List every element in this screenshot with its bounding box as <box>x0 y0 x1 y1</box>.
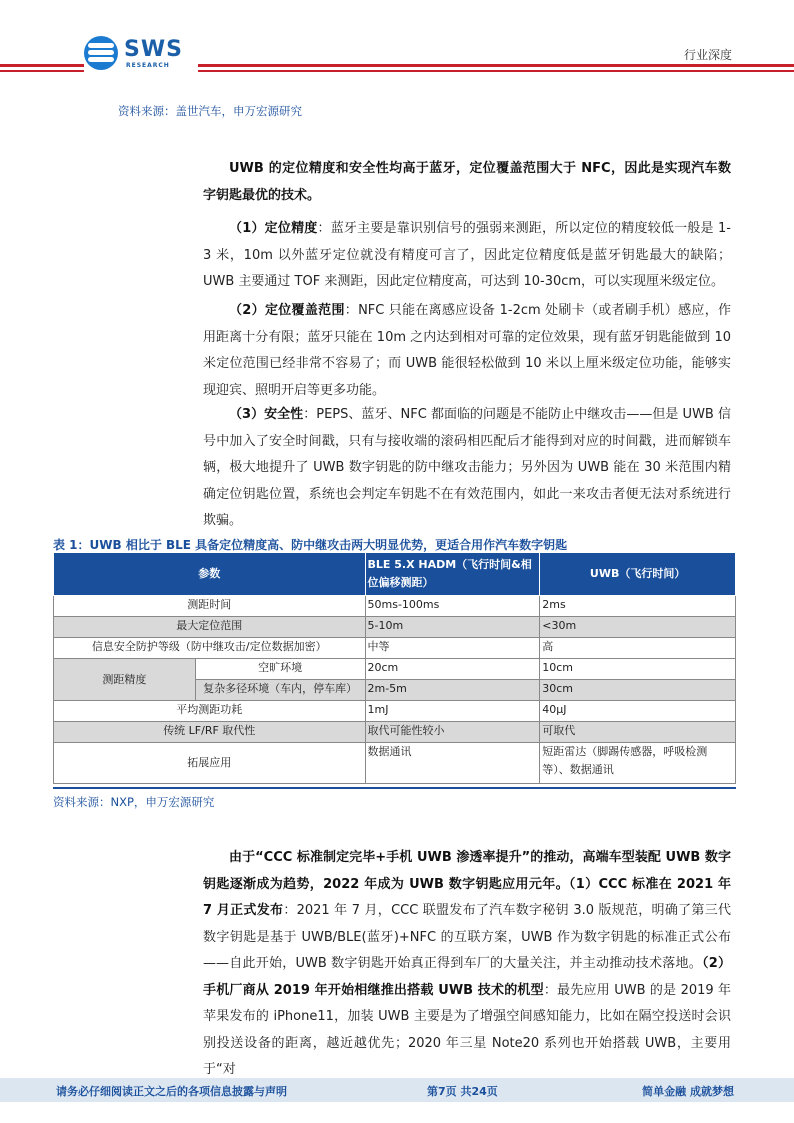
logo-globe-icon <box>84 36 118 70</box>
paragraph-coverage <box>203 298 731 404</box>
table-cell: 最大定位范围 <box>54 617 366 638</box>
table-bottom-rule <box>53 787 736 789</box>
source-note-table: 资料来源：NXP，申万宏源研究 <box>53 795 215 809</box>
table-cell: <30m <box>540 617 736 638</box>
table-cell: 5-10m <box>365 617 540 638</box>
accuracy-text: ：蓝牙主要是靠识别信号的强弱来测距，所以定位的精度较低一般是 1-3 米，10m 以外蓝牙定位就没有精度可言了，因此定位精度低是蓝牙钥匙最大的缺陷；UWB 主要通过 TOF 来测距，因此定位精度高，可达到 10-30cm，可以实现厘米级定位。 <box>203 221 731 289</box>
table-row <box>54 617 736 638</box>
table-cell: 复杂多径环境（车内，停车库） <box>195 680 365 701</box>
table-header-row <box>54 553 736 596</box>
table-cell: 短距雷达（脚踢传感器，呼吸检测等）、数据通讯 <box>540 743 736 784</box>
table-cell: 2ms <box>540 596 736 617</box>
table-cell: 40µJ <box>540 701 736 722</box>
page-header <box>0 0 794 80</box>
table-cell: 30cm <box>540 680 736 701</box>
table-row <box>54 638 736 659</box>
table-cell: 取代可能性较小 <box>365 722 540 743</box>
logo-text: SWS <box>124 37 183 62</box>
paragraph-security <box>203 402 731 535</box>
table-cell: 平均测距功耗 <box>54 701 366 722</box>
trend-text-2: ：最先应用 UWB 的是 2019 年苹果发布的 iPhone11，加装 UWB 主要是为了增强空间感知能力，比如在隔空投送时会识别投送设备的距离，越近越优先；2020 年三星 Note20 系列也开始搭载 UWB，主要用于“对 <box>203 982 731 1077</box>
page-number: 第7页 共24页 <box>427 1085 498 1098</box>
coverage-lead: （2）定位覆盖范围 <box>229 303 345 318</box>
header-tag: 行业深度 <box>683 48 732 62</box>
trend-bold-1: 由于“CCC 标准制定完毕+手机 UWB 渗透率提升”的推动，高端车型装配 UWB 数字钥匙逐渐成为趋势，2022 年成为 UWB 数字钥匙应用元年。（1）CCC 标准在 2021 年 7 月正式发布 <box>203 850 731 918</box>
paragraph-trend <box>203 845 731 1084</box>
source-note-top: 资料来源：盖世汽车，申万宏源研究 <box>118 104 302 118</box>
footer-slogan: 简单金融 成就梦想 <box>642 1085 734 1098</box>
table-header: 参数 <box>54 553 366 596</box>
table-cell: 测距精度 <box>54 659 196 701</box>
comparison-table <box>53 552 736 784</box>
table-title: 表 1：UWB 相比于 BLE 具备定位精度高、防中继攻击两大明显优势，更适合用作汽车数字钥匙 <box>53 538 568 552</box>
table-cell: 中等 <box>365 638 540 659</box>
table-cell: 2m-5m <box>365 680 540 701</box>
sws-logo <box>84 34 194 74</box>
table-header: BLE 5.X HADM（飞行时间&相位偏移测距） <box>365 553 540 596</box>
header-rule <box>0 64 84 67</box>
table-row <box>54 596 736 617</box>
paragraph-accuracy <box>203 216 731 296</box>
security-text: ：PEPS、蓝牙、NFC 都面临的问题是不能防止中继攻击——但是 UWB 信号中加入了安全时间戳，只有与接收端的滚码相匹配后才能得到对应的时间戳，进而解锁车辆，极大地提升了 UWB 数字钥匙的防中继攻击能力；另外因为 UWB 能在 30 米范围内精确定位钥匙位置，系统也会判定车钥匙不在有效范围内，如此一来攻击者便无法对系统进行欺骗。 <box>203 407 732 528</box>
trend-text-1: ：2021 年 7 月，CCC 联盟发布了汽车数字秘钥 3.0 版规范，明确了第三代数字钥匙是基于 UWB/BLE(蓝牙)+NFC 的互联方案，UWB 作为数字钥匙的标准正式公布——自此开始，UWB 数字钥匙开始真正得到车厂的大量关注，并主动推动技术落地。 <box>203 903 732 971</box>
table-cell: 可取代 <box>540 722 736 743</box>
header-rule <box>198 64 794 67</box>
table-header: UWB（飞行时间） <box>540 553 736 596</box>
table-cell: 拓展应用 <box>54 743 366 784</box>
table-cell: 数据通讯 <box>365 743 540 784</box>
accuracy-lead: （1）定位精度 <box>229 221 318 236</box>
table-cell: 空旷环境 <box>195 659 365 680</box>
table-row <box>54 743 736 784</box>
table-cell: 50ms-100ms <box>365 596 540 617</box>
logo-subtext: RESEARCH <box>126 62 170 69</box>
table-cell: 传统 LF/RF 取代性 <box>54 722 366 743</box>
table-row <box>54 701 736 722</box>
table-cell: 测距时间 <box>54 596 366 617</box>
header-rule <box>0 70 84 72</box>
header-rule <box>198 70 794 72</box>
table-cell: 1mJ <box>365 701 540 722</box>
footer-disclaimer: 请务必仔细阅读正文之后的各项信息披露与声明 <box>56 1085 287 1098</box>
table-cell: 10cm <box>540 659 736 680</box>
paragraph-summary <box>203 156 731 209</box>
summary-bold: UWB 的定位精度和安全性均高于蓝牙，定位覆盖范围大于 NFC，因此是实现汽车数字钥匙最优的技术。 <box>203 161 731 203</box>
table-row <box>54 722 736 743</box>
trend-bold-2: （2）手机厂商从 2019 年开始相继推出搭载 UWB 技术的机型 <box>203 956 732 998</box>
coverage-text: ：NFC 只能在离感应设备 1-2cm 处刷卡（或者刷手机）感应，作用距离十分有限；蓝牙只能在 10m 之内达到相对可靠的定位效果，现有蓝牙钥匙能做到 10 米定位范围已经非常不容易了；而 UWB 能很轻松做到 10 米以上厘米级定位功能，能够实现迎宾、照明开启等更多功能。 <box>203 303 732 398</box>
table-cell: 20cm <box>365 659 540 680</box>
table-cell: 高 <box>540 638 736 659</box>
table-cell: 信息安全防护等级（防中继攻击/定位数据加密） <box>54 638 366 659</box>
table-row <box>54 659 736 680</box>
security-lead: （3）安全性 <box>229 407 304 422</box>
